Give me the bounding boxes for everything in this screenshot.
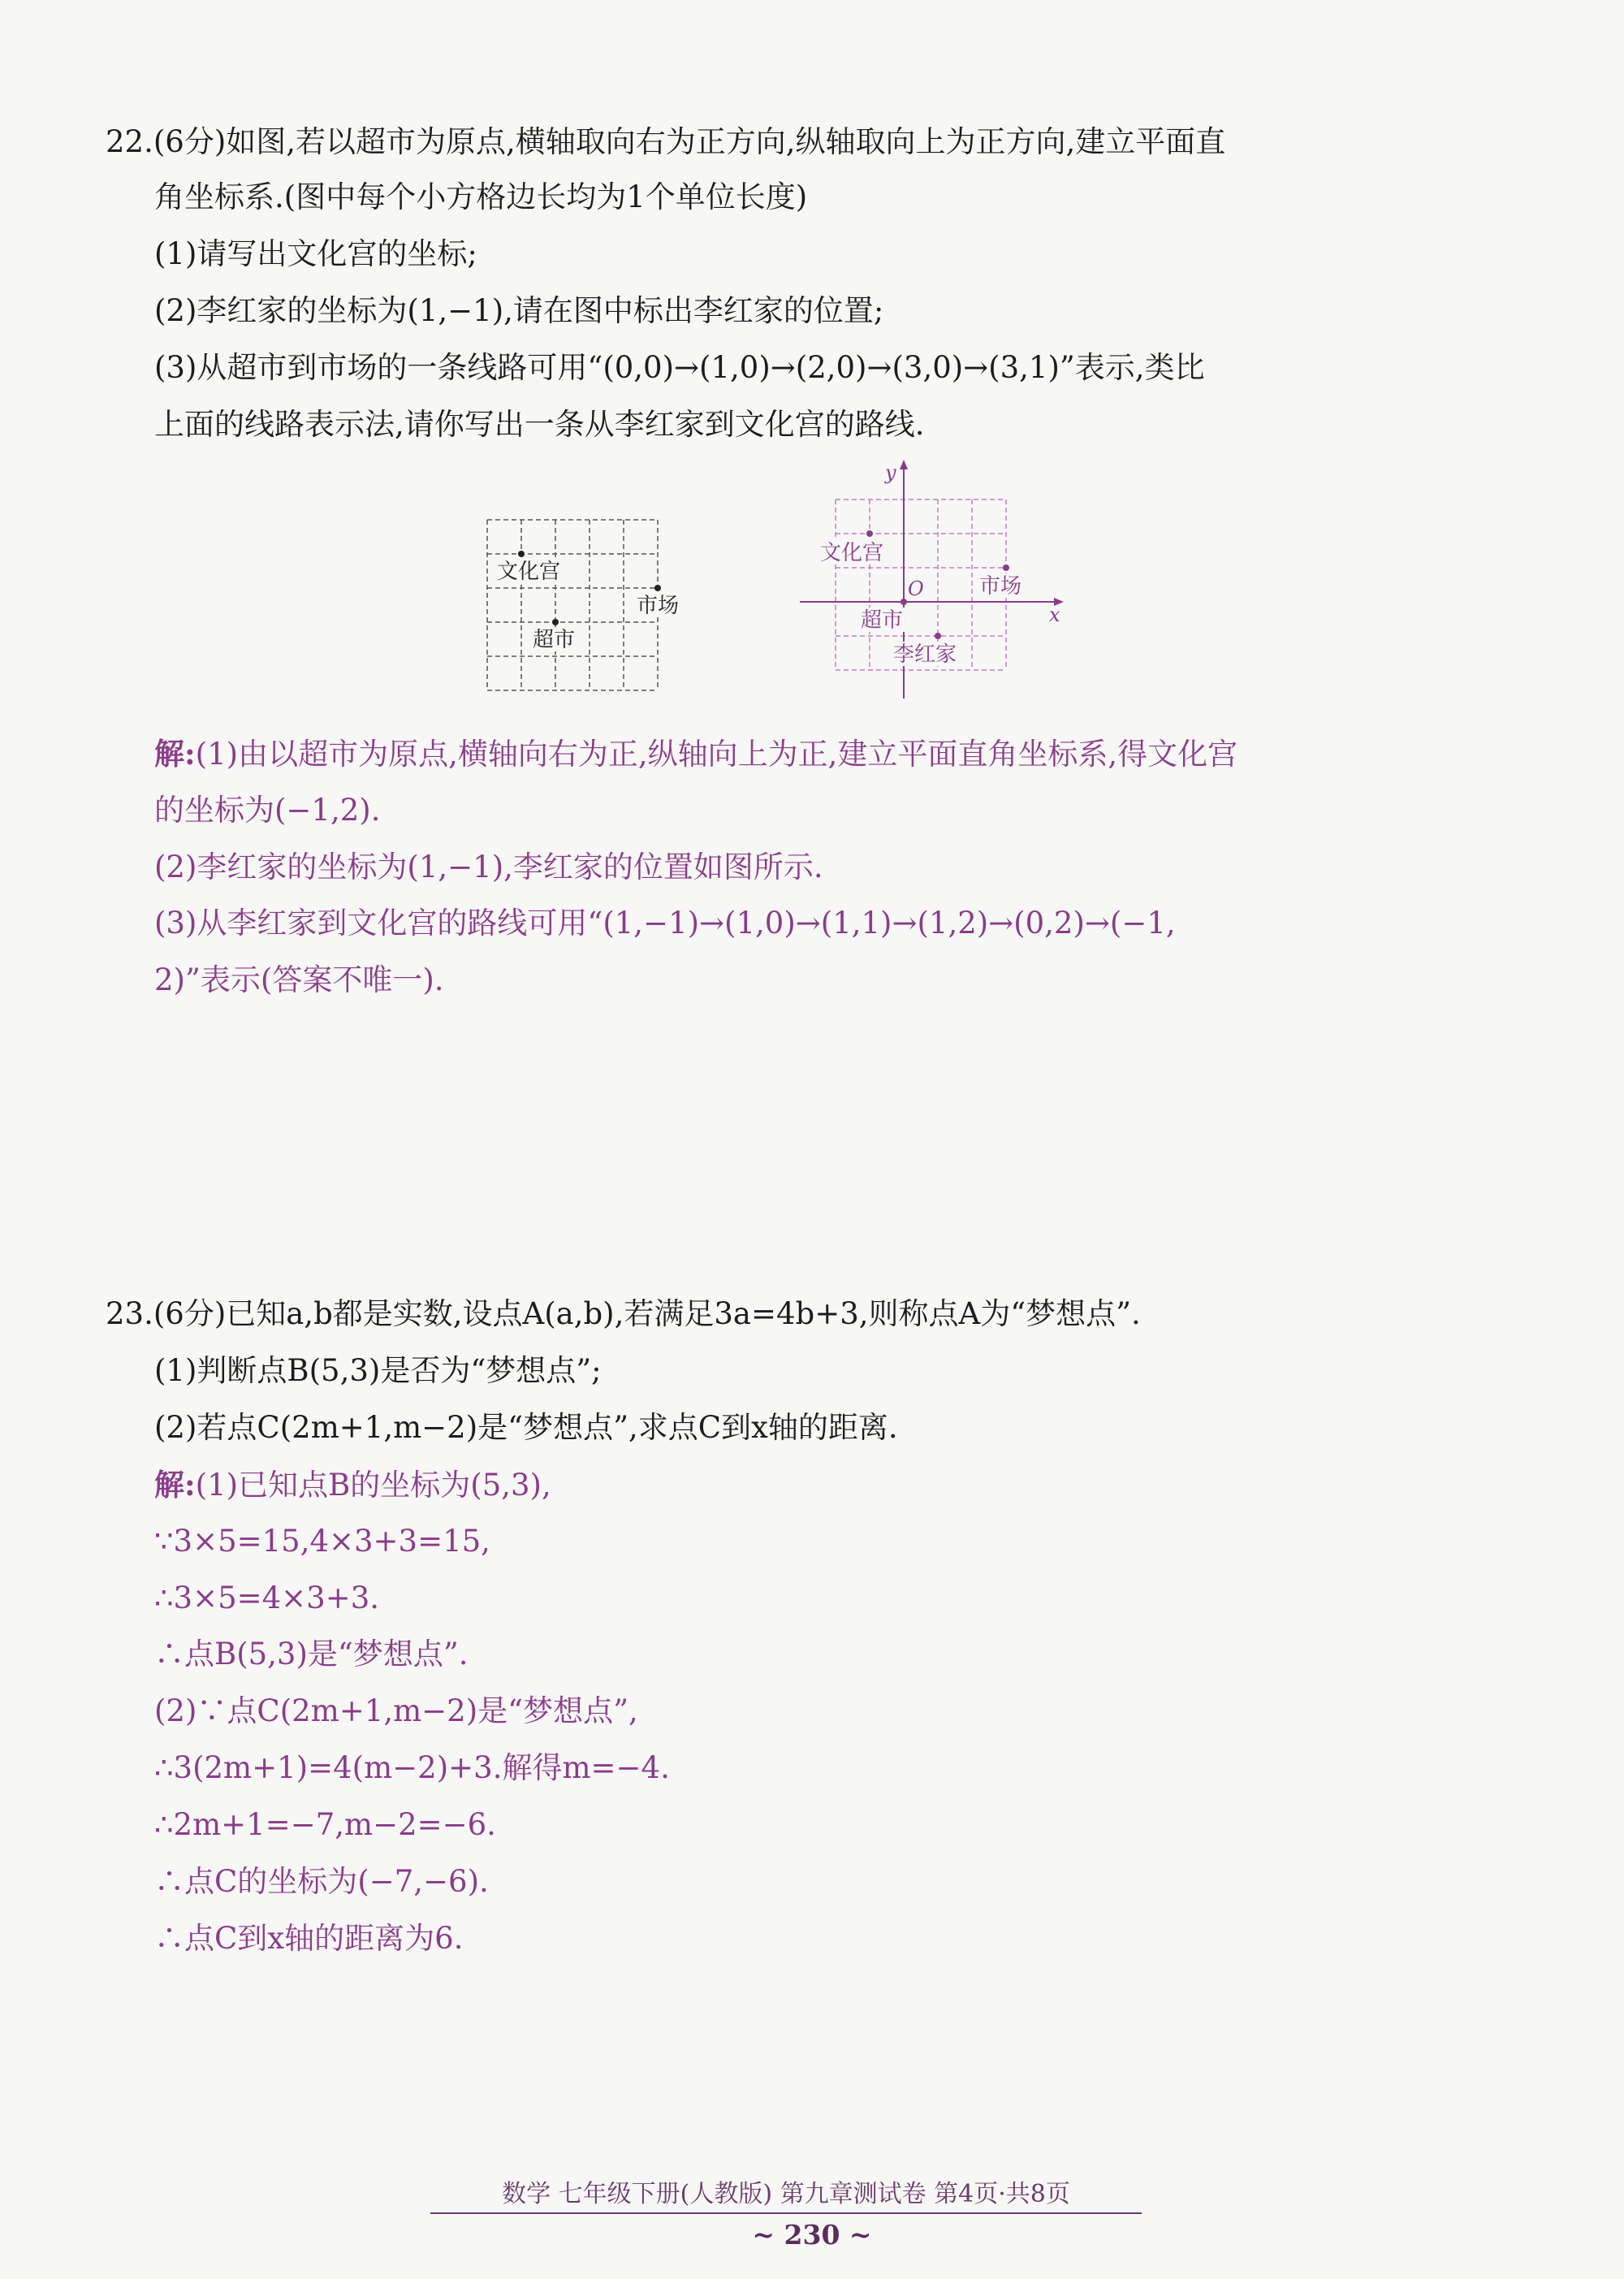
y-axis-arrow-icon <box>900 460 908 469</box>
page-footer: 数学 七年级下册(人教版) 第九章测试卷 第4页·共8页 <box>430 2173 1142 2214</box>
q23-part1: (1)判断点B(5,3)是否为“梦想点”; <box>154 1353 602 1388</box>
origin-label: O <box>908 577 924 600</box>
q23-solution-line9: ∴点C到x轴的距离为6. <box>154 1921 464 1956</box>
q22-part3-line1: (3)从超市到市场的一条线路可用“(0,0)→(1,0)→(2,0)→(3,0)→(3,1)”表示,类比 <box>154 350 1205 385</box>
q23-solution-line6: ∴3(2m+1)=4(m−2)+3.解得m=−4. <box>154 1750 670 1785</box>
q22-part2: (2)李红家的坐标为(1,−1),请在图中标出李红家的位置; <box>154 293 884 328</box>
left-shichang-dot <box>654 585 661 591</box>
right-wenhuagong-dot <box>866 530 873 537</box>
q22-solution-text1: (1)由以超市为原点,横轴向右为正,纵轴向上为正,建立平面直角坐标系,得文化宫 <box>195 737 1238 772</box>
q22-stem-line2: 角坐标系.(图中每个小方格边长均为1个单位长度) <box>154 179 808 214</box>
q22-solution-lead: 解: <box>154 736 196 772</box>
left-chaoshi-dot <box>552 619 559 625</box>
q23-part2: (2)若点C(2m+1,m−2)是“梦想点”,求点C到x轴的距离. <box>154 1410 898 1445</box>
q22-solution-line4: (3)从李红家到文化宫的路线可用“(1,−1)→(1,0)→(1,1)→(1,2)→(0,2)→(−1, <box>154 906 1176 941</box>
q22-solution-line5: 2)”表示(答案不唯一). <box>154 962 444 997</box>
right-wenhuagong-label: 文化宫 <box>820 541 884 565</box>
right-chaoshi-dot <box>901 599 907 605</box>
page-number: ~ 230 ~ <box>752 2219 872 2251</box>
left-wenhuagong-label: 文化宫 <box>497 560 561 584</box>
q23-solution-line3: ∴3×5=4×3+3. <box>154 1581 380 1615</box>
right-chaoshi-label: 超市 <box>861 608 904 633</box>
left-wenhuagong-dot <box>518 551 525 557</box>
q22-solution-line3: (2)李红家的坐标为(1,−1),李红家的位置如图所示. <box>154 850 823 884</box>
q23-solution-line1 <box>154 1464 551 1506</box>
q23-solution-line8: ∴点C的坐标为(−7,−6). <box>154 1864 489 1899</box>
q22-stem-line1: 22.(6分)如图,若以超市为原点,横轴取向右为正方向,纵轴取向上为正方向,建立平面直 <box>106 124 1226 159</box>
q22-solution-line2: 的坐标为(−1,2). <box>154 793 381 828</box>
q23-solution-line7: ∴2m+1=−7,m−2=−6. <box>154 1807 496 1842</box>
q23-solution-line5: (2)∵点C(2m+1,m−2)是“梦想点”, <box>154 1693 638 1728</box>
q23-solution-lead: 解: <box>154 1467 196 1503</box>
q23-solution-line2: ∵3×5=15,4×3+3=15, <box>154 1524 490 1559</box>
q23-stem: 23.(6分)已知a,b都是实数,设点A(a,b),若满足3a=4b+3,则称点A为“梦想点”. <box>106 1296 1141 1331</box>
q23-solution-line4: ∴点B(5,3)是“梦想点”. <box>154 1637 469 1671</box>
q22-part1: (1)请写出文化宫的坐标; <box>154 236 477 271</box>
left-shichang-label: 市场 <box>637 594 680 618</box>
y-axis-label: y <box>885 461 896 484</box>
right-lihongjia-label: 李红家 <box>893 642 957 667</box>
right-shichang-dot <box>1003 564 1009 571</box>
q22-figure-right <box>796 455 1072 707</box>
right-shichang-label: 市场 <box>979 574 1022 599</box>
left-chaoshi-label: 超市 <box>533 628 576 652</box>
q22-figure-left <box>479 512 690 698</box>
q22-solution-line1 <box>154 733 1237 775</box>
right-lihongjia-dot <box>935 633 941 639</box>
q23-solution-text1: (1)已知点B的坐标为(5,3), <box>195 1468 551 1503</box>
q22-part3-line2: 上面的线路表示法,请你写出一条从李红家到文化宫的路线. <box>154 407 925 442</box>
x-axis-label: x <box>1049 603 1060 626</box>
